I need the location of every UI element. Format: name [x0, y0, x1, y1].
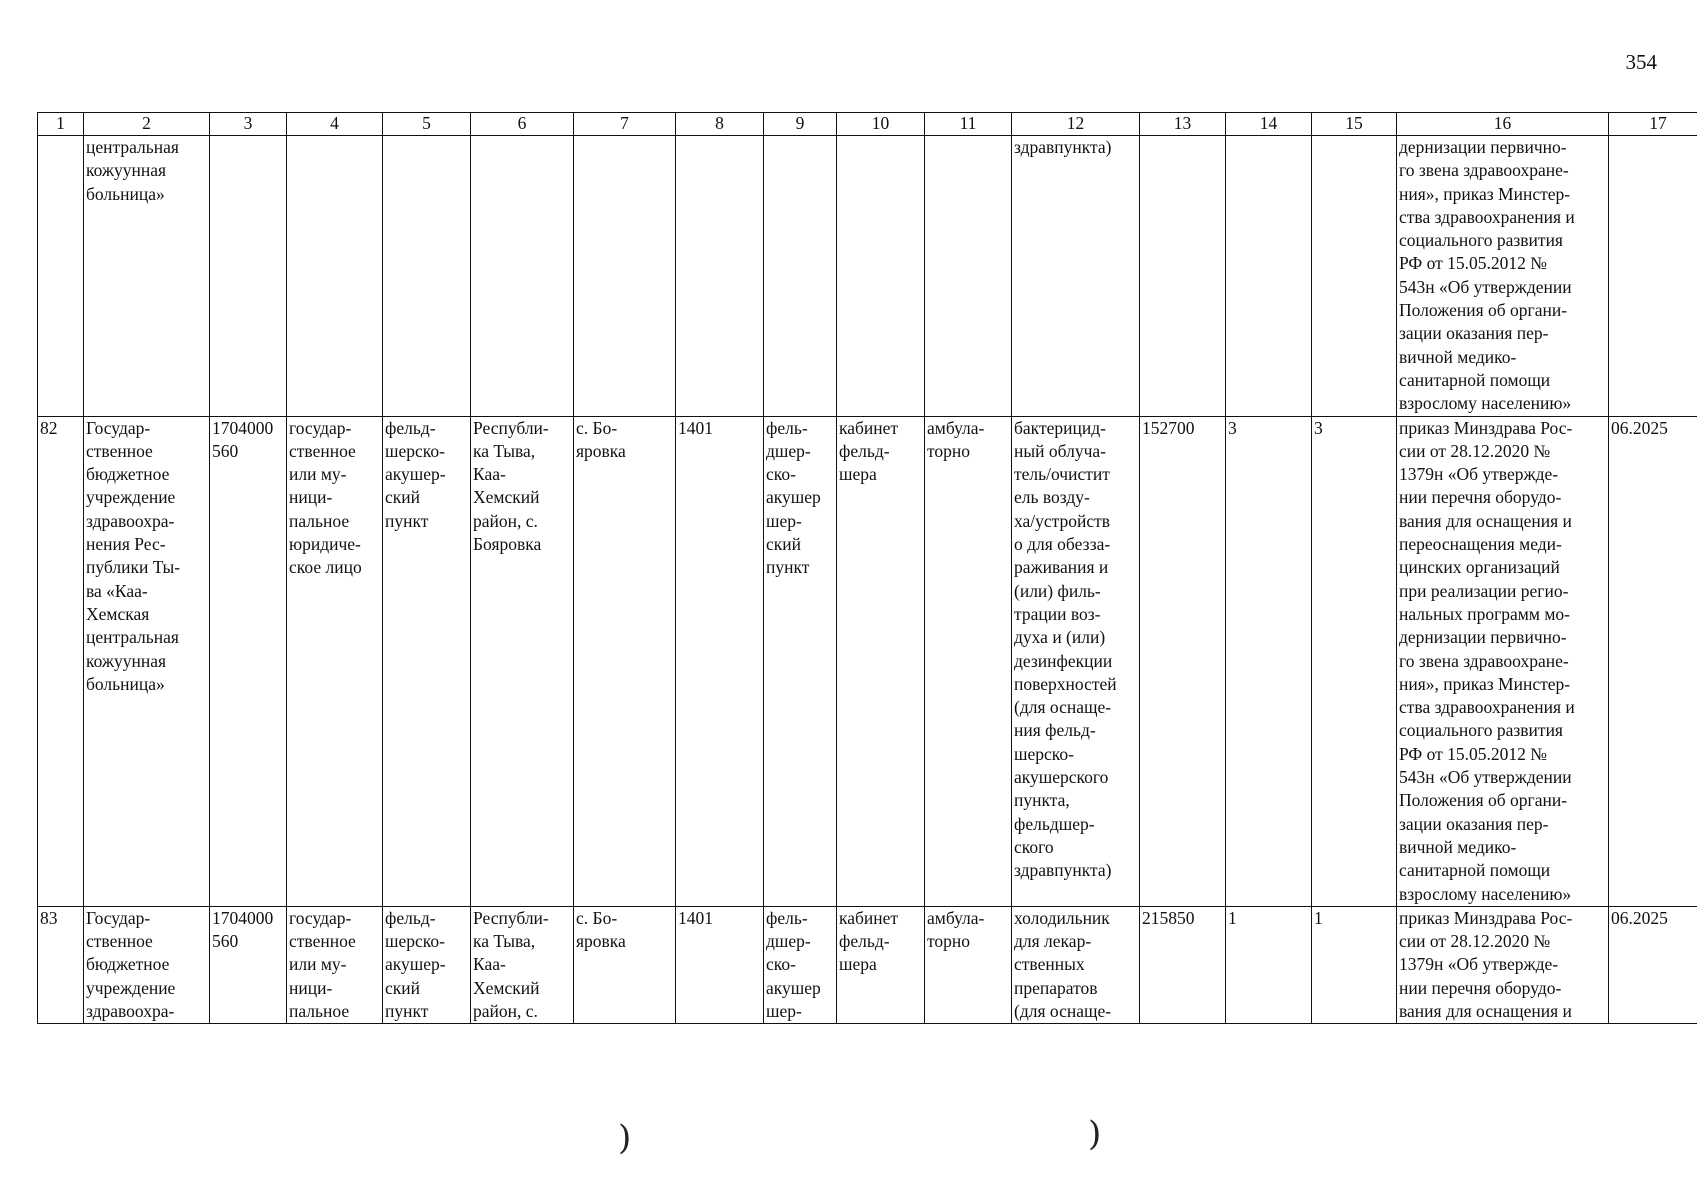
amount-cell	[1140, 136, 1226, 417]
quantity-cell	[1312, 136, 1397, 417]
equipment-cell: бактерицид- ный облуча- тель/очистит ель возду- ха/устройств о для обезза- раживания и (или) филь- трации воз- духа и (или) дезинфекции поверхностей (для оснаще- ния фельд- шерско- акушерского пункта, фельдшер- ского здравпункта)	[1012, 416, 1140, 906]
number-cell: 1401	[676, 416, 764, 906]
number-cell: 1401	[676, 906, 764, 1023]
unit-type-cell	[383, 136, 471, 417]
institution-name-cell: Государ- ственное бюджетное учреждение здравоохра-	[84, 906, 210, 1023]
institution-name-cell: Государ- ственное бюджетное учреждение здравоохра- нения Рес- публики Ты- ва «Каа- Хемская центральная кожуунная больница»	[84, 416, 210, 906]
legal-form-cell	[287, 136, 383, 417]
quantity-cell: 1	[1312, 906, 1397, 1023]
care-mode-cell: амбула- торно	[925, 906, 1012, 1023]
settlement-cell: с. Бо- яровка	[574, 416, 676, 906]
amount-cell: 152700	[1140, 416, 1226, 906]
column-header: 5	[383, 113, 471, 136]
unit-type-cell: фельд- шерско- акушер- ский пункт	[383, 416, 471, 906]
code-cell	[210, 136, 287, 417]
legal-basis-cell: приказ Минздрава Рос- сии от 28.12.2020 № 1379н «Об утвержде- нии перечня оборудо- вания для оснащения и переоснащения меди- цинских организаций при реализации регио- нальных программ мо- дернизации первично- го звена здравоохране- ния», приказ Минстер- ства здравоохранения и социального развития РФ от 15.05.2012 № 543н «Об утверждении Положения об органи- зации оказания пер- вичной медико- санитарной помощи взрослому населению»	[1397, 416, 1609, 906]
column-header: 1	[38, 113, 84, 136]
column-header: 6	[471, 113, 574, 136]
care-mode-cell	[925, 136, 1012, 417]
column-header: 9	[764, 113, 837, 136]
care-mode-cell: амбула- торно	[925, 416, 1012, 906]
legal-form-cell: государ- ственное или му- ници- пальное	[287, 906, 383, 1023]
settlement-cell: с. Бо- яровка	[574, 906, 676, 1023]
table-row	[38, 416, 1697, 906]
amount-cell: 215850	[1140, 906, 1226, 1023]
settlement-cell	[574, 136, 676, 417]
room-cell	[837, 136, 925, 417]
equipment-cell: холодильник для лекар- ственных препаратов (для оснаще-	[1012, 906, 1140, 1023]
quantity-cell: 3	[1226, 416, 1312, 906]
column-header: 7	[574, 113, 676, 136]
address-cell: Республи- ка Тыва, Каа- Хемский район, с. Бояровка	[471, 416, 574, 906]
legal-basis-cell: приказ Минздрава Рос- сии от 28.12.2020 № 1379н «Об утвержде- нии перечня оборудо- вания для оснащения и	[1397, 906, 1609, 1023]
register-table	[37, 112, 1697, 1024]
column-header: 8	[676, 113, 764, 136]
unit-type-cell: фельд- шерско- акушер- ский пункт	[383, 906, 471, 1023]
quantity-cell: 3	[1312, 416, 1397, 906]
address-cell: Республи- ка Тыва, Каа- Хемский район, с.	[471, 906, 574, 1023]
date-cell: 06.2025	[1609, 416, 1697, 906]
subdivision-cell	[764, 136, 837, 417]
institution-name-cell: центральная кожуунная больница»	[84, 136, 210, 417]
column-header: 13	[1140, 113, 1226, 136]
page-number: 354	[1625, 50, 1657, 74]
date-cell: 06.2025	[1609, 906, 1697, 1023]
legal-form-cell: государ- ственное или му- ници- пальное юридиче- ское лицо	[287, 416, 383, 906]
subdivision-cell: фель- дшер- ско- акушер шер-	[764, 906, 837, 1023]
row-number-cell: 83	[38, 906, 84, 1023]
column-header: 3	[210, 113, 287, 136]
column-header: 2	[84, 113, 210, 136]
margin-mark: )	[1088, 1114, 1102, 1154]
equipment-cell: здравпункта)	[1012, 136, 1140, 417]
column-header: 10	[837, 113, 925, 136]
column-header: 17	[1609, 113, 1697, 136]
address-cell	[471, 136, 574, 417]
margin-mark: )	[618, 1118, 632, 1158]
header-row	[38, 113, 1697, 136]
column-header: 14	[1226, 113, 1312, 136]
room-cell: кабинет фельд- шера	[837, 416, 925, 906]
column-header: 16	[1397, 113, 1609, 136]
row-number-cell: 82	[38, 416, 84, 906]
column-header: 15	[1312, 113, 1397, 136]
column-header: 11	[925, 113, 1012, 136]
room-cell: кабинет фельд- шера	[837, 906, 925, 1023]
number-cell	[676, 136, 764, 417]
column-header: 4	[287, 113, 383, 136]
table-row	[38, 906, 1697, 1023]
code-cell: 1704000 560	[210, 416, 287, 906]
row-number-cell	[38, 136, 84, 417]
subdivision-cell: фель- дшер- ско- акушер шер- ский пункт	[764, 416, 837, 906]
date-cell	[1609, 136, 1697, 417]
table-row	[38, 136, 1697, 417]
column-header: 12	[1012, 113, 1140, 136]
code-cell: 1704000 560	[210, 906, 287, 1023]
quantity-cell: 1	[1226, 906, 1312, 1023]
legal-basis-cell: дернизации первично- го звена здравоохране- ния», приказ Минстер- ства здравоохранения и социального развития РФ от 15.05.2012 № 543н «Об утверждении Положения об органи- зации оказания пер- вичной медико- санитарной помощи взрослому населению»	[1397, 136, 1609, 417]
quantity-cell	[1226, 136, 1312, 417]
